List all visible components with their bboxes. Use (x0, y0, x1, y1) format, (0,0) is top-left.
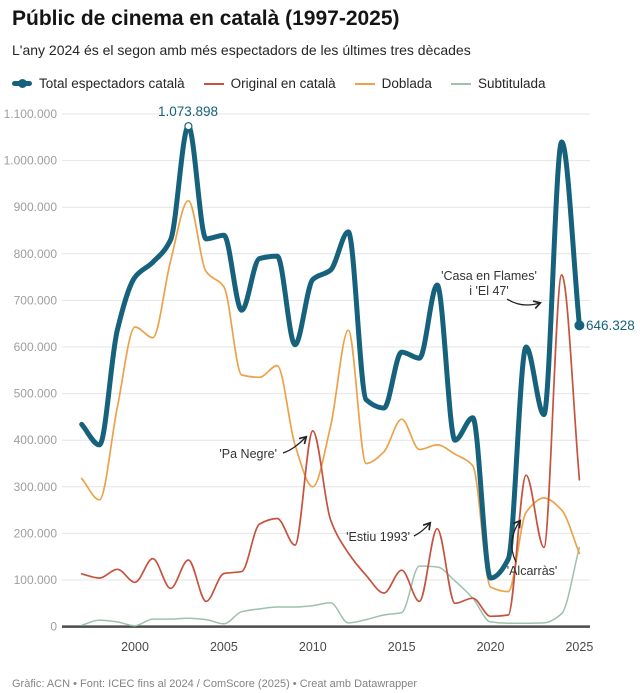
chart-subtitle: L'any 2024 és el segon amb més espectadors de les últimes tres dècades (12, 42, 471, 58)
legend-label-subtitulada: Subtitulada (477, 76, 546, 91)
annotation-end-value: 646.328 (586, 318, 635, 333)
peak-point-marker (185, 123, 192, 130)
y-tick-label: 300.000 (13, 479, 57, 494)
y-tick-label: 500.000 (13, 386, 57, 401)
x-tick-label: 2010 (298, 640, 327, 654)
x-tick-label: 2015 (387, 640, 416, 654)
y-tick-label: 700.000 (13, 293, 57, 308)
chart-plot-area[interactable] (62, 110, 596, 627)
legend-label-original: Original en català (230, 76, 336, 91)
x-tick-label: 2025 (565, 640, 594, 654)
y-tick-label: 1.000.000 (3, 153, 57, 168)
annotation-casa-en-flames-line2: i 'El 47' (469, 284, 509, 298)
legend-label-doblada: Doblada (381, 76, 432, 91)
y-tick-label: 0 (50, 619, 57, 634)
chart-footer: Gràfic: ACN • Font: ICEC fins al 2024 / ComScore (2025) • Creat amb Datawrapper (12, 678, 418, 690)
x-tick-label: 2000 (121, 640, 149, 654)
x-tick-label: 2005 (209, 640, 238, 654)
y-tick-label: 800.000 (13, 246, 57, 261)
annotation-peak-value: 1.073.898 (157, 104, 219, 119)
y-tick-label: 200.000 (13, 526, 57, 541)
y-tick-label: 600.000 (13, 340, 57, 354)
x-tick-label: 2020 (476, 640, 505, 654)
end-point-marker (574, 320, 584, 330)
chart-title: Públic de cinema en català (1997-2025) (12, 7, 400, 30)
annotation-casa-en-flames-line1: 'Casa en Flames' (441, 269, 537, 283)
y-tick-label: 1.100.000 (3, 107, 57, 121)
annotation-pa-negre: 'Pa Negre' (219, 447, 277, 461)
y-tick-label: 100.000 (13, 573, 57, 587)
y-tick-label: 400.000 (13, 433, 57, 448)
annotation-alcarras: 'Alcarràs' (506, 564, 558, 578)
legend-label-total: Total espectadors català (39, 76, 185, 91)
annotation-estiu-1993: 'Estiu 1993' (346, 530, 410, 544)
y-tick-label: 900.000 (13, 200, 57, 215)
